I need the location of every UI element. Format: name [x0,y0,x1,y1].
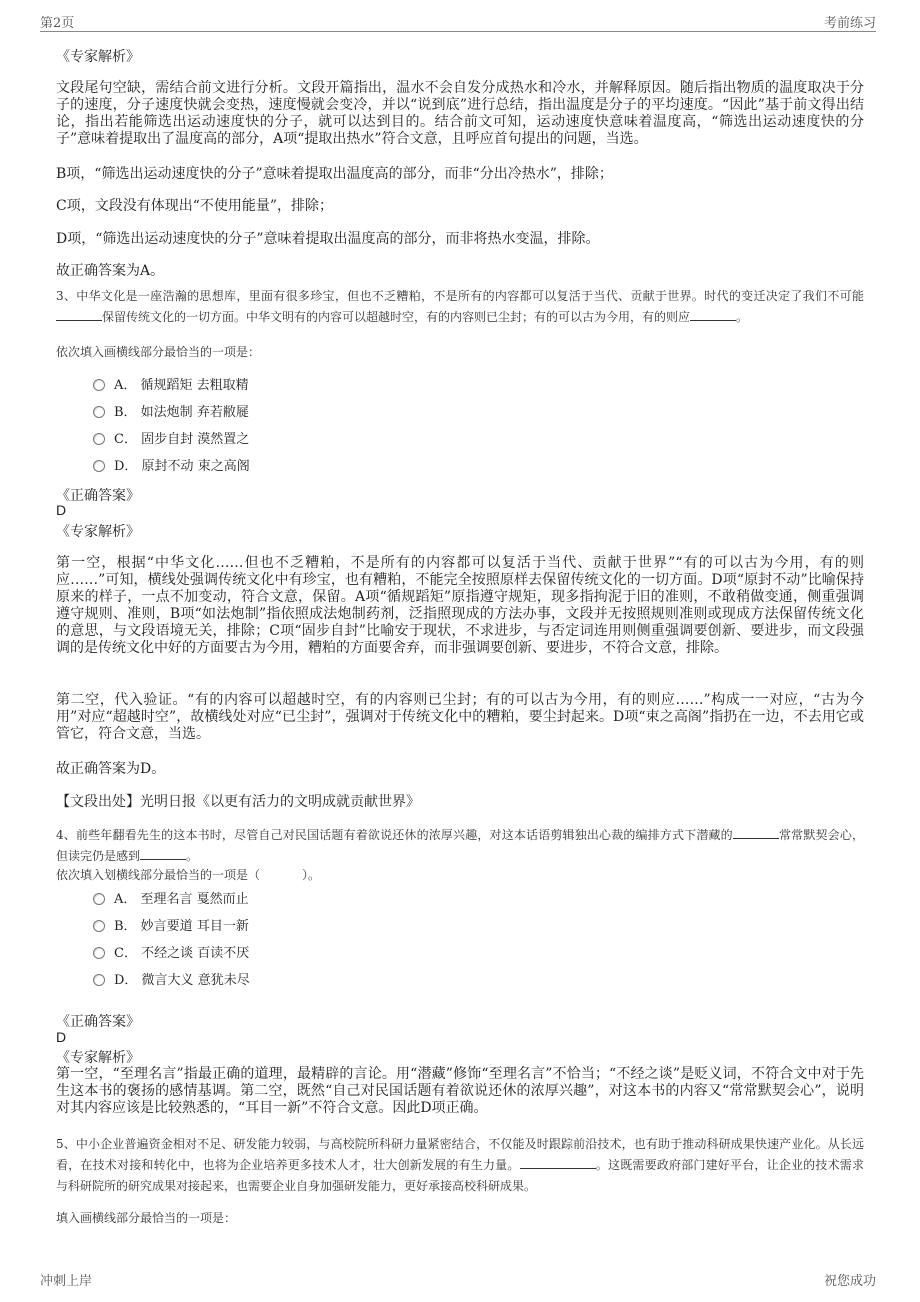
q3-stem-part-c: 。 [736,310,749,324]
q4-option-d[interactable] [93,969,250,987]
q3-option-b[interactable] [93,401,249,419]
radio-icon[interactable] [93,920,105,932]
q4-option-b-label: B． 妙言要道 耳目一新 [114,918,249,934]
q3-source: 【文段出处】光明日报《以更有活力的文明成就贡献世界》 [56,794,420,810]
q3-stem-part-a: 3、中华文化是一座浩瀚的思想库，里面有很多珍宝，但也不乏糟粕，不是所有的内容都可以复活于当代、贡献于世界。时代的变迁决定了我们不可能 [56,289,864,303]
q3-answer-label: 《正确答案》 [56,488,140,504]
q3-analysis-label: 《专家解析》 [56,524,140,540]
q4-answer: D [56,1029,67,1045]
q3-option-a[interactable] [93,374,249,392]
q2-analysis-para2: B项，“筛选出运动速度快的分子”意味着提取出温度高的部分，而非“分出冷热水”，排除； [56,166,613,182]
q3-blank-1 [56,309,102,321]
q2-conclusion: 故正确答案为A。 [56,263,165,279]
radio-icon[interactable] [93,893,105,905]
q4-answer-label: 《正确答案》 [56,1014,140,1030]
header-title: 考前练习 [823,16,876,31]
q4-blank-2 [140,848,186,860]
q4-option-d-label: D． 微言大义 意犹未尽 [114,972,250,988]
footer-right: 祝您成功 [823,1274,876,1289]
q2-analysis-label: 《专家解析》 [56,49,140,65]
q4-stem-part-b: 常常默契会心，但读完仍是感到 [56,828,864,863]
radio-icon[interactable] [93,460,105,472]
q3-option-d[interactable] [93,455,250,473]
q3-option-a-label: A． 循规蹈矩 去粗取精 [114,377,249,393]
page-number: 第2页 [40,16,75,31]
page-header [40,10,876,30]
q4-instruction-part-b: ）。 [302,868,321,882]
q3-analysis-para1: 第一空，根据“中华文化……但也不乏糟粕，不是所有的内容都可以复活于当代、贡献于世界”“有的可以古为今用，有的则应……”可知，横线处强调传统文化中有珍宝，也有糟粕，不能完全按照原样去保留传统文化的一切方面。D项“原封不动”比喻保持原来的样子，一点不加变动，符合文意，保留。A项“循规蹈矩”原指遵守规矩，现多指拘泥于旧的准则，不敢稍做变通，侧重强调遵守规则、准则，B项“如法炮制”指依照成法炮制药剂，泛指照现成的方法办事，文段并无按照规则准则或现成方法保留传统文化的意思，与文段语境无关，排除；C项“固步自封”比喻安于现状，不求进步，与否定词连用则侧重强调要创新、要进步，而文段强调的是传统文化中好的方面要古为今用，糟粕的方面要舍弃，而非强调要创新、要进步，不符合文意，排除。 [56,555,864,656]
q3-instruction: 依次填入画横线部分最恰当的一项是： [56,345,261,359]
q4-stem-part-c: 。 [186,849,199,863]
radio-icon[interactable] [93,379,105,391]
q4-instruction [56,866,320,883]
q3-answer: D [56,502,67,518]
q4-stem [56,825,864,867]
q3-analysis-para2: 第二空，代入验证。“有的内容可以超越时空，有的内容则已尘封；有的可以古为今用，有的则应……”构成一一对应，“古为今用”对应“超越时空”，故横线处对应“已尘封”，强调对于传统文化中的糟粕，要尘封起来。D项“束之高阁”指扔在一边，不去用它或管它，符合文意，当选。 [56,692,864,742]
q4-option-c-label: C． 不经之谈 百读不厌 [114,945,250,961]
radio-icon[interactable] [93,947,105,959]
q5-stem-part-a: 5、中小企业普遍资金相对不足、研发能力较弱，与高校院所科研力量紧密结合，不仅能及时跟踪前沿技术，也有助于推动科研成果快速产业化。从长远看，在技术对接和转化中，也将为企业培养更多技术人才，壮大创新发展的有生力量。 [56,1137,864,1172]
radio-icon[interactable] [93,974,105,986]
q2-analysis-para4: D项，“筛选出运动速度快的分子”意味着提取出温度高的部分，而非将热水变温，排除。 [56,231,600,247]
q3-option-d-label: D． 原封不动 束之高阁 [114,458,250,474]
q4-option-b[interactable] [93,915,249,933]
q2-analysis-para3: C项，文段没有体现出“不使用能量”，排除； [56,198,334,214]
q4-blank-1 [733,827,779,839]
q3-option-b-label: B． 如法炮制 弃若敝屣 [114,404,249,420]
q4-instruction-part-a: 依次填入划横线部分最恰当的一项是（ [56,868,261,882]
q3-option-c-label: C． 固步自封 漠然置之 [114,431,250,447]
q3-blank-2 [690,309,736,321]
radio-icon[interactable] [93,406,105,418]
q3-stem-part-b: 保留传统文化的一切方面。中华文明有的内容可以超越时空，有的内容则已尘封；有的可以古为今用，有的则应 [102,310,691,324]
q5-stem [56,1134,864,1197]
q5-blank-1 [520,1157,596,1169]
q4-stem-part-a: 4、前些年翻看先生的这本书时，尽管自己对民国话题有着欲说还休的浓厚兴趣，对这本话语剪辑独出心裁的编排方式下潜藏的 [56,828,733,842]
q3-conclusion: 故正确答案为D。 [56,761,166,777]
q4-analysis-label: 《专家解析》 [56,1050,140,1066]
q4-analysis-para1: 第一空，“至理名言”指最正确的道理，最精辟的言论。用“潜藏”修饰“至理名言”不恰当；“不经之谈”是贬义词，不符合文中对于先生这本书的褒扬的感情基调。第二空，既然“自己对民国话题有着欲说还休的浓厚兴趣”，对这本书的内容又“常常默契会心”，说明对其内容应该是比较熟悉的，“耳目一新”不符合文意。因此D项正确。 [56,1066,864,1116]
q2-analysis-para1: 文段尾句空缺，需结合前文进行分析。文段开篇指出，温水不会自发分成热水和冷水，并解释原因。随后指出物质的温度取决于分子的速度，分子速度快就会变热，速度慢就会变冷，并以“说到底”进行总结，指出温度是分子的平均速度。“因此”基于前文得出结论，指出若能筛选出运动速度快的分子，就可以达到目的。结合前文可知，运动速度快意味着温度高，“筛选出运动速度快的分子”意味着提取出了温度高的部分，A项“提取出热水”符合文意，且呼应首句提出的问题，当选。 [56,80,864,147]
header-divider [40,31,876,32]
q3-option-c[interactable] [93,428,249,446]
q4-option-a[interactable] [93,888,249,906]
q5-instruction: 填入画横线部分最恰当的一项是： [56,1211,237,1225]
footer-left: 冲刺上岸 [40,1274,93,1289]
q5-stem-part-b: 。这既需要政府部门建好平台，让企业的技术需求与科研院所的研究成果对接起来，也需要企业自身加强研发能力，更好承接高校科研成果。 [56,1158,864,1193]
q4-option-a-label: A． 至理名言 戛然而止 [114,891,249,907]
q3-stem [56,286,864,328]
q4-option-c[interactable] [93,942,249,960]
radio-icon[interactable] [93,433,105,445]
